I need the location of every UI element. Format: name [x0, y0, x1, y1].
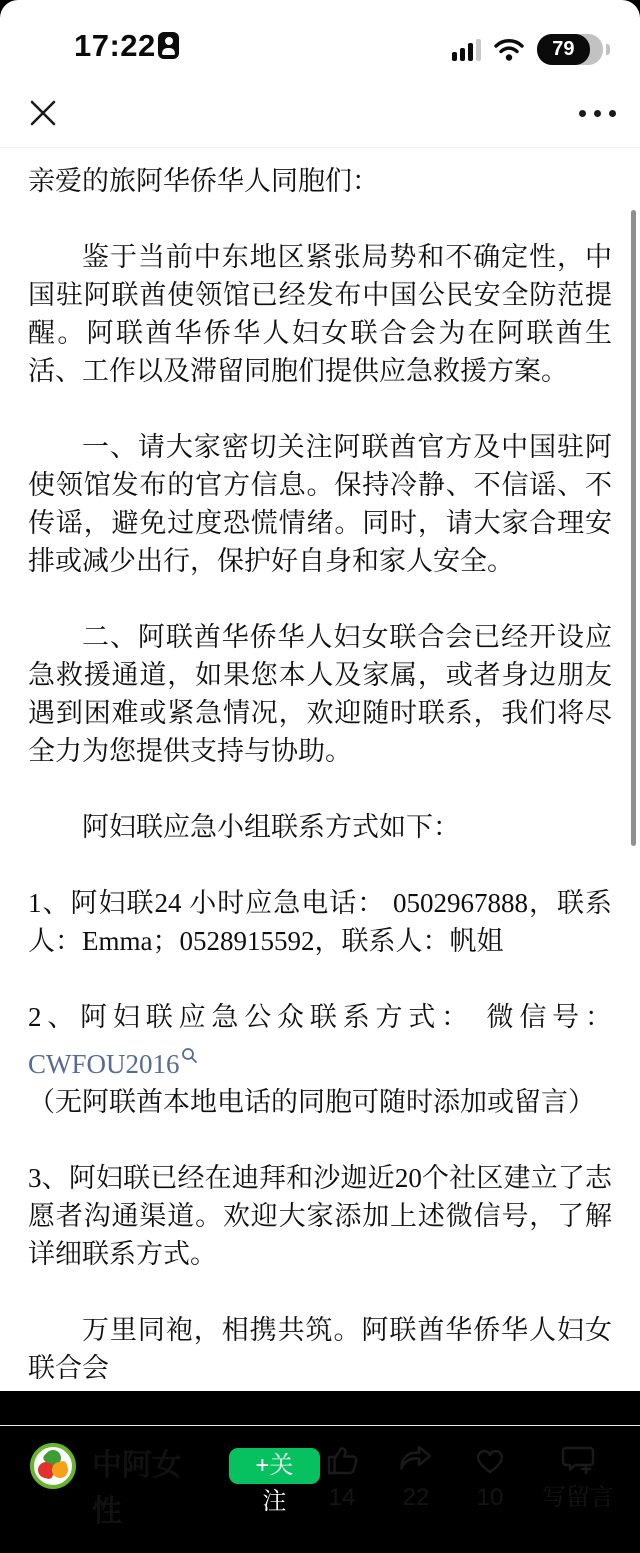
person-badge-icon: [158, 32, 179, 59]
action-buttons: [320, 1443, 614, 1512]
status-bar: [0, 0, 640, 86]
paragraph-contact-phone: 1、阿妇联24 小时应急电话： 0502967888，联系人：Emma；0528915592，联系人：帆姐: [28, 888, 612, 956]
article-body: [0, 148, 640, 1425]
cellular-signal-icon: [452, 39, 481, 61]
footer-bar: [0, 1425, 640, 1553]
battery-icon: [537, 34, 603, 65]
battery-cap: [606, 44, 610, 55]
clock: 17:22: [74, 28, 156, 63]
battery-percent: 79: [552, 38, 575, 60]
wechat-line-prefix: 2、阿妇联应急公众联系方式： 微信号：: [28, 1002, 612, 1032]
wechat-id-link[interactable]: CWFOU2016: [28, 1049, 180, 1079]
paragraph-item1: 一、请大家密切关注阿联酋官方及中国驻阿使领馆发布的官方信息。保持冷静、不信谣、不传谣，避免过度恐慌情绪。同时，请大家合理安排或减少出行，保护好自身和家人安全。: [28, 432, 612, 576]
close-icon[interactable]: [26, 96, 60, 130]
paragraph-contact-wechat: [28, 998, 612, 1121]
paragraph-situation: 鉴于当前中东地区紧张局势和不确定性，中国驻阿联酋使领馆已经发布中国公民安全防范提醒。阿联酋华侨华人妇女联合会为在阿联酋生活、工作以及滞留同胞们提供应急救援方案。: [28, 242, 612, 386]
paragraph-closing: 万里同袍，相携共筑。阿联酋华侨华人妇女联合会: [28, 1315, 612, 1383]
thumbs-up-icon: [324, 1443, 360, 1477]
status-indicators: [452, 34, 610, 65]
comment-label-count: 10: [476, 1484, 504, 1511]
share-count: 22: [402, 1484, 430, 1511]
comment-label: 写留言: [542, 1484, 614, 1511]
more-menu-icon[interactable]: [579, 110, 616, 117]
like-button[interactable]: [320, 1443, 364, 1512]
comment-bubble-icon: [559, 1443, 597, 1477]
greeting-line: 亲爱的旅阿华侨华人同胞们：: [28, 166, 379, 196]
paragraph-item3: 3、阿妇联已经在迪拜和沙迦近20个社区建立了志愿者沟通渠道。欢迎大家添加上述微信号，了解详细联系方式。: [28, 1163, 612, 1269]
account-name[interactable]: 中阿女性: [92, 1449, 182, 1528]
wechat-line-note: （无阿联酋本地电话的同胞可随时添加或留言）: [28, 1087, 595, 1117]
share-button[interactable]: [394, 1443, 438, 1512]
search-icon[interactable]: [181, 1036, 198, 1074]
comment-button[interactable]: [542, 1443, 614, 1512]
like-count: 14: [328, 1484, 356, 1511]
paragraph-contact-intro: 阿妇联应急小组联系方式如下：: [82, 812, 460, 842]
share-arrow-icon: [397, 1443, 435, 1477]
nav-bar: [0, 86, 640, 148]
heart-icon: [472, 1443, 508, 1477]
favorite-button[interactable]: [468, 1443, 512, 1512]
paragraph-item2: 二、阿联酋华侨华人妇女联合会已经开设应急救援通道，如果您本人及家属，或者身边朋友遇到困难或紧急情况，欢迎随时联系，我们将尽全力为您提供支持与协助。: [28, 622, 612, 766]
account-avatar[interactable]: [30, 1443, 76, 1489]
scrollbar[interactable]: [631, 210, 636, 846]
follow-button[interactable]: +关注: [229, 1448, 320, 1484]
wifi-icon: [493, 38, 525, 62]
